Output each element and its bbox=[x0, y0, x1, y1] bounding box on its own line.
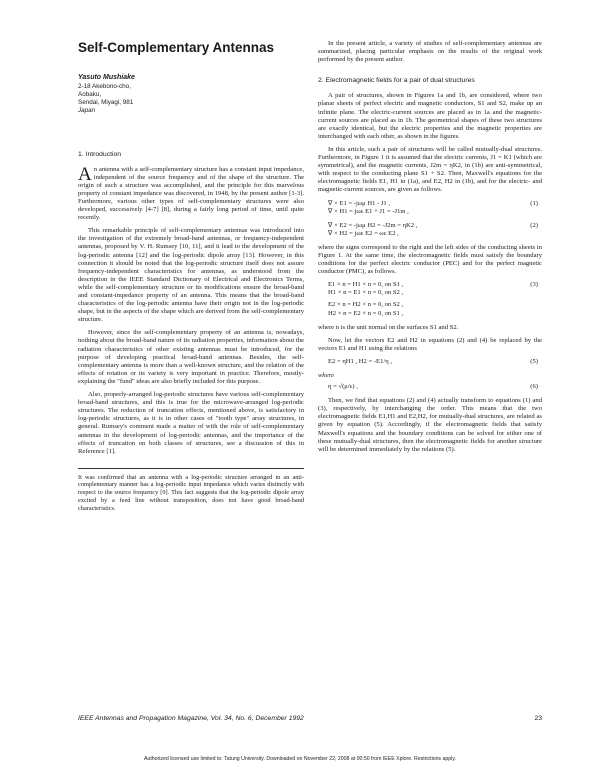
replacement-paragraph: Now, let the vectors E2 and H2 in equations (2) and (4) be replaced by the vectors E1 and H1 using the relations bbox=[318, 336, 542, 352]
normal-paragraph: where n is the unit normal on the surfaces S1 and S2. bbox=[318, 323, 459, 331]
page-footer bbox=[78, 715, 542, 722]
equation-number: (2) bbox=[530, 221, 538, 229]
equation-line: ∇ × E1 = -jωμ H1 - J1 , bbox=[328, 199, 391, 207]
intro-paragraph-2: This remarkable principle of self-complementary antennas was introduced into the investigation of the extremely broad-band antennas, or frequency-independent antennas, proposed by V. H. Rumsey [10, 11], and it lead to the development of the log-periodic antenna [12] and the log-periodic dipole array [13]. However, in this connection it should be noted that the log-periodic structure itself does not assure frequency-independent characteristics for antennas, as understood from the description in the IEEE Standard Dictionary of Electrical and Electronics Terms, while the self-complementary structure or its modifications ensure the broad-band and constant-impedance property of an antenna. This means that the broad-band characteristics of the log-periodic antenna have their origin not in the log-periodic shape, but in the aspects of the shape which are derived from the self-complementary structure. bbox=[78, 227, 304, 324]
equation-number: (3) bbox=[530, 281, 538, 289]
address-line: Sendai, Miyagi, 981 bbox=[78, 98, 134, 106]
equation-1 bbox=[318, 200, 542, 216]
authorization-notice: Authorized licensed use limited to: Tatung University. Downloaded on November 22, 2008 at 00:50 from IEEE Xplore. Restrictions apply. bbox=[144, 756, 456, 762]
drop-cap: A bbox=[78, 163, 92, 185]
equation-line: E1 × n = H1 × n = 0, on S1 , bbox=[328, 281, 404, 289]
address-line: 2-18 Akebono-cho, bbox=[78, 82, 131, 90]
page-number: 23 bbox=[534, 715, 542, 722]
equation-line: ∇ × H2 = jωε E2 = ωε E2 , bbox=[328, 229, 399, 237]
equation-number: (6) bbox=[530, 383, 538, 391]
left-column bbox=[78, 40, 304, 512]
intro-paragraph-4: Also, properly-arranged log-periodic structures have various self-complementary broad-band structures, and this is true for the microwave-arranged log-periodic structures. The reduction of truncation effects, mentioned above, is satisfactory in log-periodic structures, as it is in other cases of "tooth type" array structures, in general. Rumsey's comment made a matter of with the role of self-complementary antennas in the development of log-periodic antennas, and the importance of the effects of truncation on both classes of structures, see a discussion of this in Reference [1]. bbox=[78, 391, 304, 455]
footnote-separator bbox=[78, 468, 304, 469]
equation-3-boundary-conditions bbox=[318, 281, 542, 317]
right-column bbox=[318, 40, 542, 459]
equation-line: η = √(μ/ε) , bbox=[328, 383, 358, 391]
equation-line: ∇ × E2 = -jωμ H2 = -J2m = ηK2 , bbox=[328, 221, 418, 229]
equation-6 bbox=[318, 383, 542, 391]
intro-paragraph-3: However, since the self-complementary property of an antenna is, nowadays, nothing about the broad-band nature of its radiation properties, information about the radiation characteristics of other existing antennas must be introduced, for the purpose of developing practical broad-band antennas. Besides, the self-complementary antenna is more than a well-known structure, and the relation of the effects of rotation or its variety is very important in practice. Therefore, mostly-explaining the "fund" ideas are also briefly included for this purpose. bbox=[78, 329, 304, 385]
equation-line: E2 = ηH1 , H2 = -E1/η , bbox=[328, 357, 392, 365]
footnote: It was confirmed that an antenna with a log-periodic structure arranged in an anti-complementary manner has a log-periodic input impedance which varies distinctly with respect to the source frequency [9]. This fact suggests that the log-periodic dipole array excited by a feed line without transposition, does not have good broad-band characteristics. bbox=[78, 473, 304, 512]
conclusion-paragraph: Then, we find that equations (2) and (4) actually transform to equations (1) and (3), respectively, by interchanging the order. This means that the two electromagnetic fields E1,H1 and E2,H2, for mutually-dual structures, are related as given by equation (5). Accordingly, if the electromagnetic fields that satisfy Maxwell's equations and the boundary conditions can be solved for either one of these mutually-dual structures, then the electromagnetic fields for another structure will be determined immediately by the relations (5). bbox=[318, 397, 542, 453]
journal-citation: IEEE Antennas and Propagation Magazine, Vol. 34, No. 6, December 1992 bbox=[78, 715, 304, 722]
equation-2 bbox=[318, 222, 542, 238]
boundary-paragraph: where the signs correspond to the right and the left sides of the conducting sheets in Figure 1. At the same time, the electromagnetic fields must satisfy the boundary conditions for the perfect electric conductor (PEC) and for the perfect magnetic conductor (PMC), as follows. bbox=[318, 243, 542, 276]
equation-5 bbox=[318, 358, 542, 366]
author-address bbox=[78, 83, 304, 115]
summary-paragraph: In the present article, a variety of studies of self-complementary antennas are summarized, placing particular emphasis on the results of the original work performed by the present author. bbox=[318, 40, 542, 64]
fields-paragraph-1: A pair of structures, shown in Figures 1a and 1b, are considered, where two planar sheets of perfect electric and magnetic conductors, S1 and S2, make up an infinite plane. The electric-current sources are placed as in 1a and the magnetic-current sources are placed as in 1b. The geometrical shapes of these two structures are exactly identical, but the electric properties and the magnetic properties are interchanged with each other, as shown in the figures. bbox=[318, 92, 542, 140]
equation-line: H1 × n = E1 × n = 0, on S2 , bbox=[328, 289, 404, 297]
equation-line: ∇ × H1 = jωε E1 + J1 = -J1m , bbox=[328, 207, 409, 215]
equation-number: (1) bbox=[530, 199, 538, 207]
address-line: Aobaku, bbox=[78, 90, 102, 98]
article-title: Self-Complementary Antennas bbox=[78, 40, 275, 55]
paragraph-text: n antenna with a self-complementary structure has a constant input impedance, independent of the source frequency and of the shape of the structure. The origin of such a structure was accomplished, and the principle for this marvelous property of constant impedance was discovered, in 1948, by the present author [1-3]. Furthermore, various other types of self-complementary structures were also developed, successively [4-7] [8], during a fairly long period of time, until quite recently. bbox=[78, 165, 304, 222]
equation-line: E2 × n = H2 × n = 0, on S2 , bbox=[328, 301, 404, 309]
section-heading-introduction: 1. Introduction bbox=[78, 150, 122, 158]
address-line: Japan bbox=[78, 106, 96, 114]
author-name: Yasuto Mushiake bbox=[78, 74, 135, 81]
where-label: where bbox=[318, 372, 334, 379]
intro-paragraph-1 bbox=[78, 163, 304, 223]
section-heading-fields: 2. Electromagnetic fields for a pair of dual structures bbox=[318, 77, 475, 85]
equation-number: (5) bbox=[530, 357, 538, 365]
equation-line: H2 × n = E2 × n = 0, on S1 , bbox=[328, 309, 404, 317]
fields-paragraph-2: In this article, such a pair of structures will be called mutually-dual structures. Furthermore, in Figure 1 it is assumed that the electric currents, J1 = K1 (which are symmetrical), and the magnetic currents, J2m = ηK2, in (1b) are anti-symmetrical, with respect to the conducting plane S1 + S2. Then, Maxwell's equations for the electromagnetic fields E1, H1 in (1a), and E2, H2 in (1b), and for the electric- and magnetic-current sources, are given as follows. bbox=[318, 145, 542, 194]
